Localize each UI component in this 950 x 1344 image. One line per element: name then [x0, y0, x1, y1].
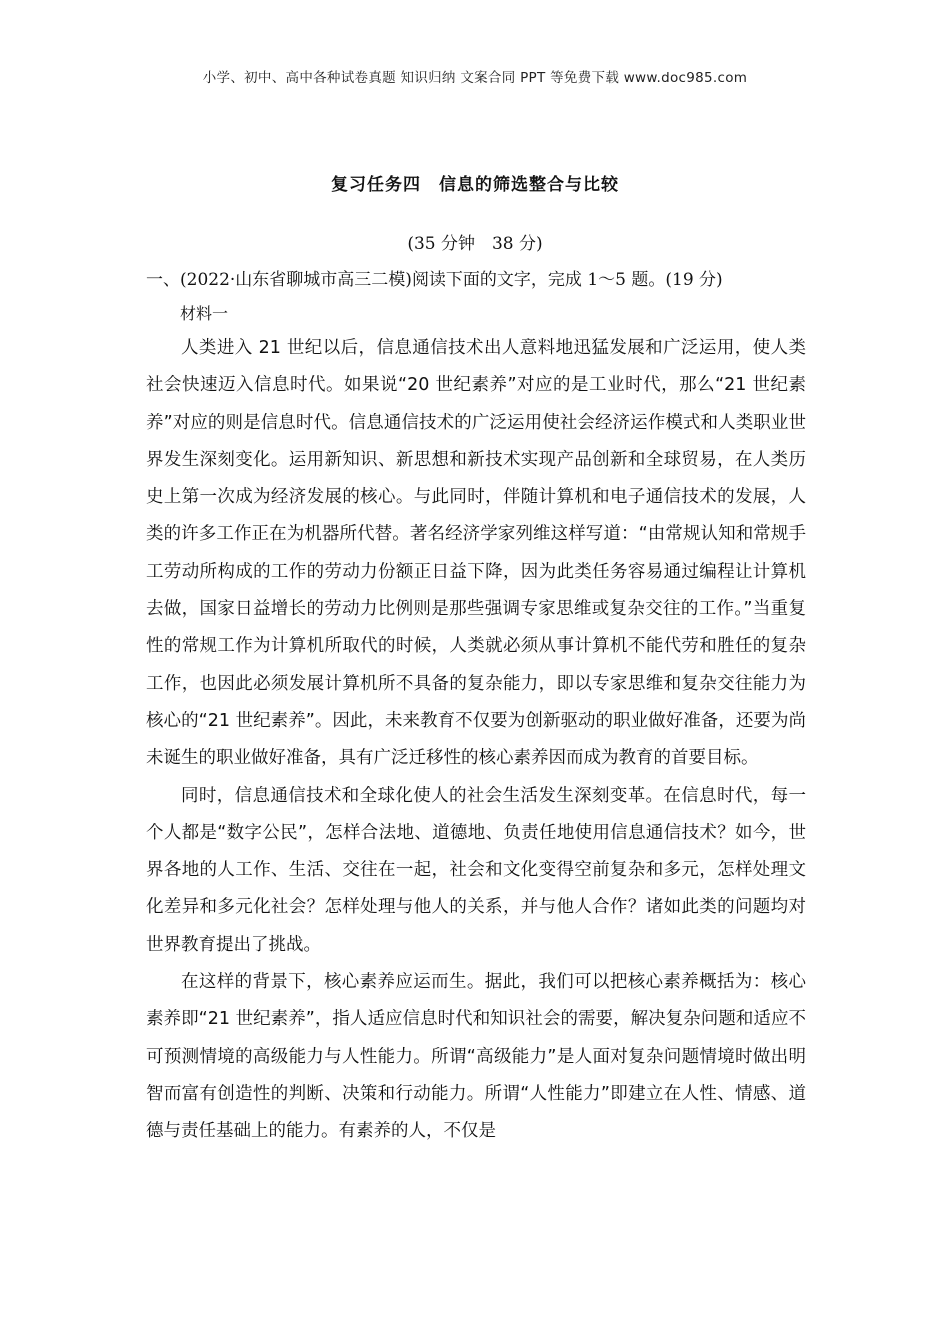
material-label: 材料一 — [180, 304, 229, 323]
paragraph-2: 同时，信息通信技术和全球化使人的社会生活发生深刻变革。在信息时代，每一个人都是“数字公民”，怎样合法地、道德地、负责任地使用信息通信技术？如今，世界各地的人工作、生活、交往在一起，社会和文化变得空前复杂和多元，怎样处理文化差异和多元化社会？怎样处理与他人的关系，并与他人合作？诸如此类的问题均对世界教育提出了挑战。 — [146, 785, 806, 955]
article-body — [146, 330, 806, 1151]
page-header-banner: 小学、初中、高中各种试卷真题 知识归纳 文案合同 PPT 等免费下载 www.doc985.com — [202, 70, 748, 86]
paragraph-3: 在这样的背景下，核心素养应运而生。据此，我们可以把核心素养概括为：核心素养即“21 世纪素养”，指人适应信息时代和知识社会的需要，解决复杂问题和适应不可预测情境的高级能力与人性能力。所谓“高级能力”是人面对复杂问题情境时做出明智而富有创造性的判断、决策和行动能力。所谓“人性能力”即建立在人性、情感、道德与责任基础上的能力。有素养的人，不仅是 — [146, 972, 806, 1142]
paragraph-1: 人类进入 21 世纪以后，信息通信技术出人意料地迅猛发展和广泛运用，使人类社会快速迈入信息时代。如果说“20 世纪素养”对应的是工业时代，那么“21 世纪素养”对应的则是信息时代。信息通信技术的广泛运用使社会经济运作模式和人类职业世界发生深刻变化。运用新知识、新思想和新技术实现产品创新和全球贸易，在人类历史上第一次成为经济发展的核心。与此同时，伴随计算机和电子通信技术的发展，人类的许多工作正在为机器所代替。著名经济学家列维这样写道：“由常规认知和常规手工劳动所构成的工作的劳动力份额正日益下降，因为此类任务容易通过编程让计算机去做，国家日益增长的劳动力比例则是那些强调专家思维或复杂交往的工作。”当重复性的常规工作为计算机所取代的时候，人类就必须从事计算机不能代劳和胜任的复杂工作，也因此必须发展计算机所不具备的复杂能力，即以专家思维和复杂交往能力为核心的“21 世纪素养”。因此，未来教育不仅要为创新驱动的职业做好准备，还要为尚未诞生的职业做好准备，具有广泛迁移性的核心素养因而成为教育的首要目标。 — [146, 338, 806, 769]
section-prefix: 一、 — [146, 270, 180, 290]
page-title: 复习任务四 信息的筛选整合与比较 — [331, 175, 619, 195]
section-instruction: 阅读下面的文字，完成 1～5 题。(19 分) — [411, 270, 723, 290]
section-source: (2022·山东省聊城市高三二模) — [180, 270, 412, 290]
time-score-subtitle: (35 分钟 38 分) — [407, 234, 543, 254]
section-heading — [146, 265, 723, 290]
